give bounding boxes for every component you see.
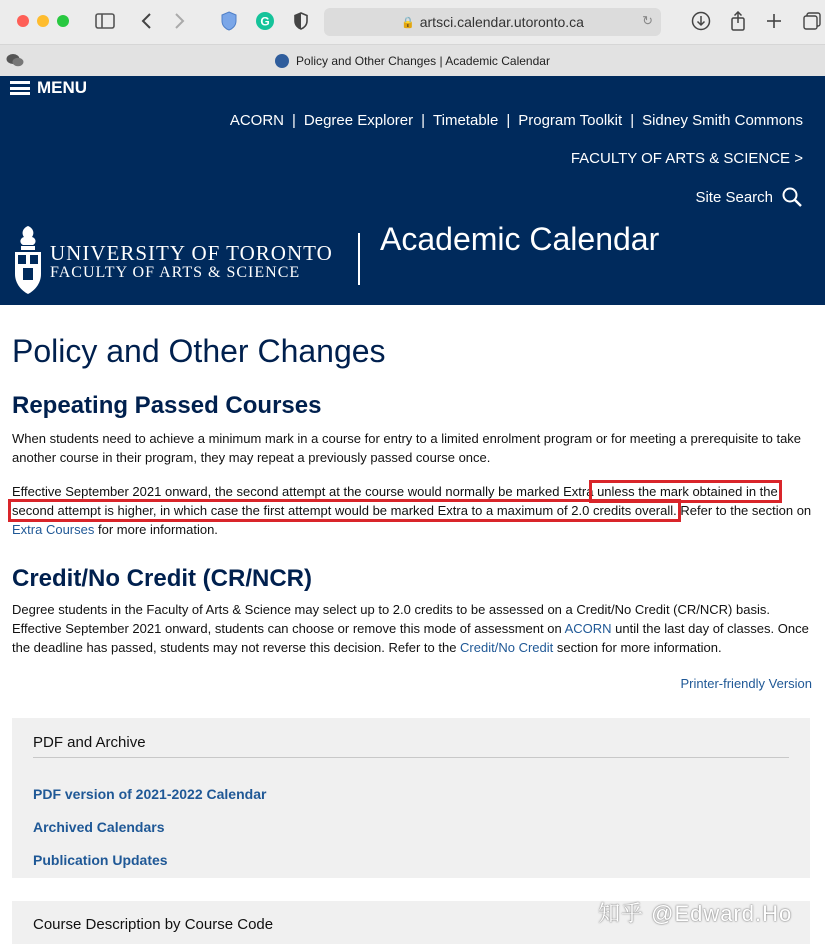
faculty-name: FACULTY OF ARTS & SCIENCE xyxy=(50,264,301,281)
top-links: ACORN | Degree Explorer | Timetable | Program Toolkit | Sidney Smith Commons xyxy=(229,112,803,129)
top-link-acorn[interactable]: ACORN xyxy=(229,112,284,129)
section-heading-crncr: Credit/No Credit (CR/NCR) xyxy=(12,565,312,592)
menu-label: MENU xyxy=(37,78,88,97)
credit-no-credit-link[interactable]: Credit/No Credit xyxy=(460,640,554,655)
crncr-paragraph: Degree students in the Faculty of Arts & Science may select up to 2.0 credits to be assessed on a Credit/No Credit (CR/NCR) basis. Effective September 2021 onward, students can choose or remove this mode of assessment on ACORN until the last day of classes. Once the deadline has passed, students may not reverse this decision. Refer to the Credit/No Credit section for more information. xyxy=(12,602,809,655)
university-crest-icon xyxy=(12,224,44,296)
section-heading-repeating: Repeating Passed Courses xyxy=(12,392,322,419)
site-header xyxy=(0,76,825,305)
tab-overview-icon[interactable] xyxy=(801,10,823,32)
url-text: artsci.calendar.utoronto.ca xyxy=(419,14,584,30)
watermark: 知乎 @Edward.Ho xyxy=(598,901,793,926)
download-icon[interactable] xyxy=(690,10,712,32)
site-search-button[interactable] xyxy=(695,186,803,208)
privacy-shield-icon[interactable] xyxy=(290,10,312,32)
publication-updates-link[interactable]: Publication Updates xyxy=(33,852,168,868)
tab-bar xyxy=(0,44,825,76)
svg-text:G: G xyxy=(260,14,270,29)
highlighted-text-2: second attempt is higher, in which case the first attempt would be marked Extra to a maximum of 2.0 credits overall. xyxy=(12,503,677,518)
browser-toolbar xyxy=(0,0,825,44)
pdf-archive-box xyxy=(12,718,810,878)
archived-calendars-link[interactable]: Archived Calendars xyxy=(33,819,165,835)
new-tab-icon[interactable] xyxy=(763,10,785,32)
close-window-button[interactable] xyxy=(17,15,29,27)
browser-chrome xyxy=(0,0,825,76)
page-title: Policy and Other Changes xyxy=(12,333,386,369)
grammarly-icon[interactable] xyxy=(254,10,276,32)
address-bar[interactable] xyxy=(324,8,661,36)
top-link-program-toolkit[interactable]: Program Toolkit xyxy=(518,112,623,129)
shield-extension-icon[interactable] xyxy=(218,10,240,32)
top-link-degree-explorer[interactable]: Degree Explorer xyxy=(303,112,414,129)
share-icon[interactable] xyxy=(727,10,749,32)
repeating-paragraph-2: Effective September 2021 onward, the second attempt at the course would normally be marked Extra unless the mark obtained in the second attempt is higher, in which case the first attempt would be marked Extra to a maximum of 2.0 credits overall. Refer to the section on Extra Courses for more information. xyxy=(12,484,812,537)
course-description-title: Course Description by Course Code xyxy=(33,916,274,933)
forward-icon[interactable] xyxy=(169,10,191,32)
site-search-label: Site Search xyxy=(695,188,773,206)
repeating-paragraph-1: When students need to achieve a minimum mark in a course for entry to a limited enrolment program or for meeting a prerequisite to take another course in their program, they may repeat a previously passed course once. xyxy=(12,431,802,465)
hamburger-icon xyxy=(10,81,30,95)
favicon-icon xyxy=(275,54,289,68)
printer-friendly-link[interactable]: Printer-friendly Version xyxy=(680,676,812,691)
top-link-sidney-smith-commons[interactable]: Sidney Smith Commons xyxy=(642,112,803,129)
sidebar-icon[interactable] xyxy=(94,10,116,32)
university-name: UNIVERSITY OF TORONTO xyxy=(50,241,333,265)
menu-button[interactable] xyxy=(10,78,87,98)
divider xyxy=(33,757,789,758)
active-tab[interactable] xyxy=(0,45,825,77)
academic-calendar-title[interactable]: Academic Calendar xyxy=(380,221,660,257)
search-icon xyxy=(781,186,803,208)
top-link-timetable[interactable]: Timetable xyxy=(433,112,499,129)
university-wordmark[interactable] xyxy=(50,242,333,282)
highlighted-text-1: unless the mark obtained in the xyxy=(593,484,778,499)
minimize-window-button[interactable] xyxy=(37,15,49,27)
extra-courses-link[interactable]: Extra Courses xyxy=(12,522,95,537)
reload-icon[interactable]: ↻ xyxy=(642,13,653,28)
tab-title-text: Policy and Other Changes | Academic Calendar xyxy=(296,54,550,68)
lock-icon: 🔒 xyxy=(401,16,415,29)
pdf-archive-title: PDF and Archive xyxy=(33,734,146,751)
faculty-link[interactable]: FACULTY OF ARTS & SCIENCE > xyxy=(570,150,803,167)
acorn-link[interactable]: ACORN xyxy=(564,621,612,636)
header-divider xyxy=(358,233,360,285)
back-icon[interactable] xyxy=(135,10,157,32)
pdf-calendar-link[interactable]: PDF version of 2021-2022 Calendar xyxy=(33,786,267,802)
zoom-window-button[interactable] xyxy=(57,15,69,27)
